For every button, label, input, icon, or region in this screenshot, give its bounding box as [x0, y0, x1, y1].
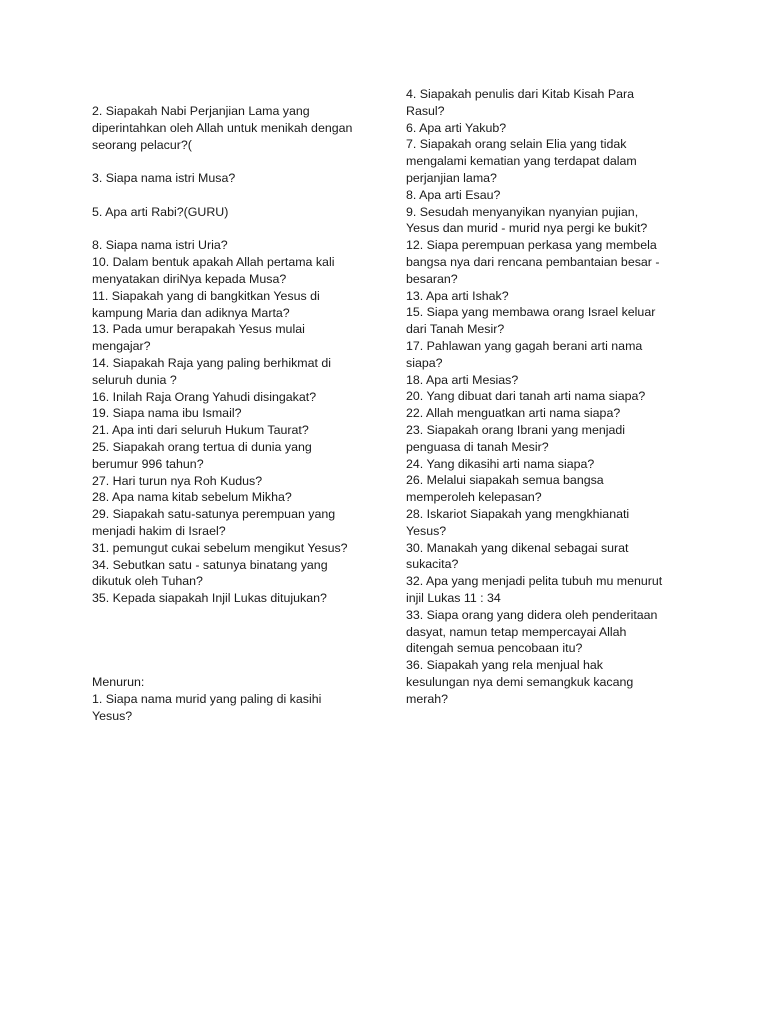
text-line: 35. Kepada siapakah Injil Lukas ditujukan? — [92, 591, 327, 606]
section-heading-menurun: Menurun: — [92, 675, 145, 690]
text-line: 3. Siapa nama istri Musa? — [92, 171, 236, 186]
text-line: 25. Siapakah orang tertua di dunia yang — [92, 439, 312, 454]
text-line: 19. Siapa nama ibu Ismail? — [92, 406, 242, 421]
text-line: 22. Allah menguatkan arti nama siapa? — [406, 406, 621, 421]
text-line: 28. Iskariot Siapakah yang mengkhianati — [406, 506, 630, 521]
text-line: 16. Inilah Raja Orang Yahudi disingakat? — [92, 389, 317, 404]
text-line: 1. Siapa nama murid yang paling di kasihi — [92, 691, 322, 706]
text-line: 15. Siapa yang membawa orang Israel keluar — [406, 305, 656, 320]
blank-line — [92, 187, 377, 204]
text-line: 8. Apa arti Esau? — [406, 187, 501, 202]
blank-line — [92, 153, 377, 170]
text-line: 17. Pahlawan yang gagah berani arti nama — [406, 338, 643, 353]
text-line: 23. Siapakah orang Ibrani yang menjadi — [406, 422, 626, 437]
text-line: Rasul? — [406, 103, 445, 118]
blank-line — [92, 607, 377, 624]
text-line: 6. Apa arti Yakub? — [406, 120, 507, 135]
text-line: bangsa nya dari rencana pembantaian besar - — [406, 254, 660, 269]
text-line: dikutuk oleh Tuhan? — [92, 574, 203, 589]
text-line: Yesus? — [406, 523, 447, 538]
blank-line — [92, 641, 377, 658]
text-line: 5. Apa arti Rabi?(GURU) — [92, 204, 229, 219]
text-line: 7. Siapakah orang selain Elia yang tidak — [406, 137, 627, 152]
text-line: 13. Apa arti Ishak? — [406, 288, 509, 303]
text-line: 27. Hari turun nya Roh Kudus? — [92, 473, 263, 488]
text-line: memperoleh kelepasan? — [406, 490, 542, 505]
text-line: 36. Siapakah yang rela menjual hak — [406, 658, 604, 673]
blank-line — [92, 624, 377, 641]
text-line: 12. Siapa perempuan perkasa yang membela — [406, 238, 657, 253]
text-line: berumur 996 tahun? — [92, 456, 204, 471]
text-line: 18. Apa arti Mesias? — [406, 372, 519, 387]
text-line: penguasa di tanah Mesir? — [406, 439, 549, 454]
text-line: dasyat, namun tetap mempercayai Allah — [406, 624, 627, 639]
text-line: 34. Sebutkan satu - satunya binatang yang — [92, 557, 328, 572]
text-line: 2. Siapakah Nabi Perjanjian Lama yang — [92, 104, 310, 118]
text-line: injil Lukas 11 : 34 — [406, 590, 501, 605]
text-line: 30. Manakah yang dikenal sebagai surat — [406, 540, 629, 555]
left-question-column — [92, 103, 377, 724]
text-line: merah? — [406, 691, 449, 706]
text-line: 26. Melalui siapakah semua bangsa — [406, 473, 604, 488]
text-line: 10. Dalam bentuk apakah Allah pertama kali — [92, 255, 335, 270]
text-line: 21. Apa inti dari seluruh Hukum Taurat? — [92, 423, 309, 438]
text-line: dari Tanah Mesir? — [406, 322, 505, 337]
text-line: 13. Pada umur berapakah Yesus mulai — [92, 322, 305, 337]
blank-line — [92, 221, 377, 238]
text-line: 28. Apa nama kitab sebelum Mikha? — [92, 490, 292, 505]
text-line: diperintahkan oleh Allah untuk menikah dengan — [92, 120, 353, 135]
text-line: seorang pelacur?( — [92, 137, 192, 152]
text-line: menjadi hakim di Israel? — [92, 523, 226, 538]
text-line: mengalami kematian yang terdapat dalam — [406, 154, 637, 169]
right-question-column — [406, 86, 696, 707]
text-line: 9. Sesudah menyanyikan nyanyian pujian, — [406, 204, 639, 219]
text-line: kampung Maria dan adiknya Marta? — [92, 305, 290, 320]
text-line: 4. Siapakah penulis dari Kitab Kisah Para — [406, 87, 634, 101]
text-line: menyatakan diriNya kepada Musa? — [92, 271, 287, 286]
text-line: mengajar? — [92, 339, 151, 354]
text-line: 20. Yang dibuat dari tanah arti nama siapa? — [406, 389, 646, 404]
text-line: sukacita? — [406, 557, 459, 572]
text-line: 8. Siapa nama istri Uria? — [92, 238, 228, 253]
text-line: 29. Siapakah satu-satunya perempuan yang — [92, 507, 336, 522]
text-line: 14. Siapakah Raja yang paling berhikmat di — [92, 355, 332, 370]
blank-line — [92, 657, 377, 674]
text-line: 24. Yang dikasihi arti nama siapa? — [406, 456, 595, 471]
text-line: 33. Siapa orang yang didera oleh penderitaan — [406, 607, 658, 622]
text-line: 32. Apa yang menjadi pelita tubuh mu menurut — [406, 574, 663, 589]
text-line: Yesus? — [92, 708, 133, 723]
text-line: besaran? — [406, 271, 458, 286]
text-line: kesulungan nya demi semangkuk kacang — [406, 674, 634, 689]
text-line: siapa? — [406, 355, 443, 370]
text-line: perjanjian lama? — [406, 170, 497, 185]
text-line: seluruh dunia ? — [92, 372, 177, 387]
text-line: 11. Siapakah yang di bangkitkan Yesus di — [92, 288, 320, 303]
text-line: ditengah semua pencobaan itu? — [406, 641, 583, 656]
text-line: 31. pemungut cukai sebelum mengikut Yesus? — [92, 540, 348, 555]
text-line: Yesus dan murid - murid nya pergi ke bukit? — [406, 221, 648, 236]
